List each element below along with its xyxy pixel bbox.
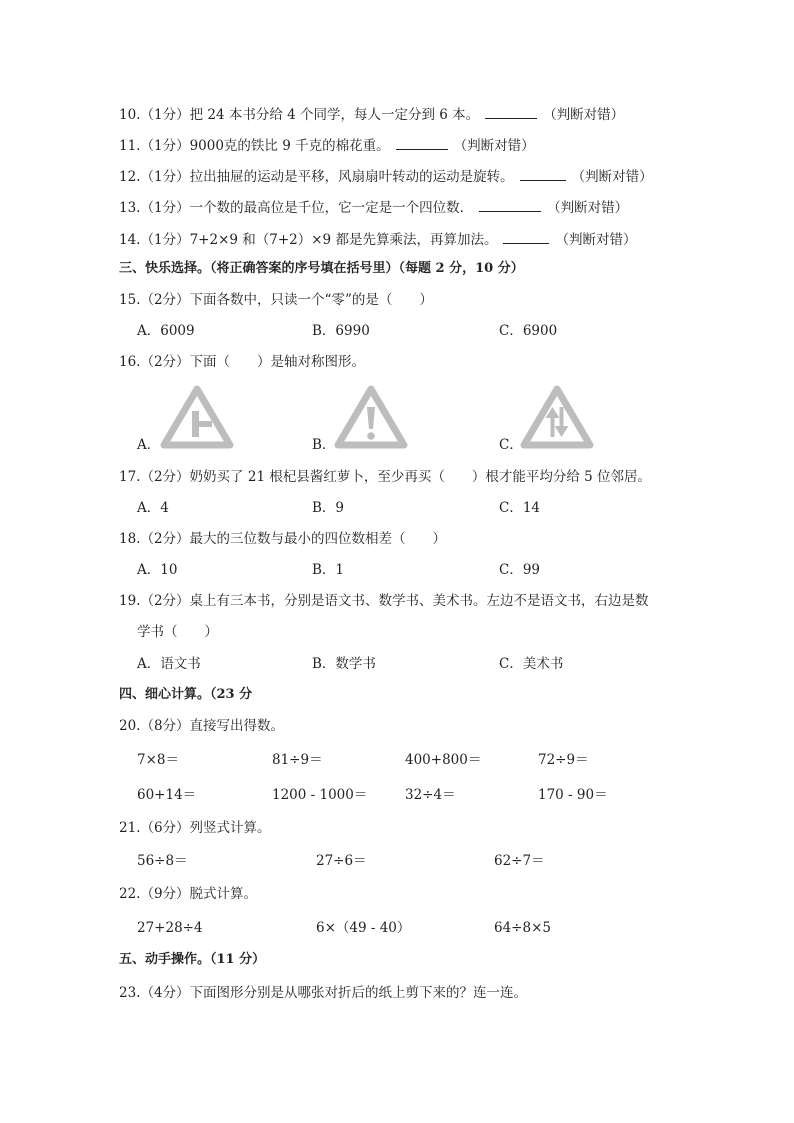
question-19: 19.（2分）桌上有三本书，分别是语文书、数学书、美术书。左边不是语文书，右边是数 bbox=[119, 593, 649, 609]
calc-item: 1200 - 1000＝ bbox=[272, 787, 368, 803]
t-junction-sign-icon bbox=[160, 385, 234, 449]
option-a[interactable]: A．语文书 bbox=[137, 656, 201, 672]
calc-item: 6×（49 - 40） bbox=[316, 920, 411, 936]
question-22: 22.（9分）脱式计算。 bbox=[119, 886, 258, 902]
calc-item: 400+800＝ bbox=[405, 752, 482, 768]
option-a[interactable]: A．10 bbox=[137, 562, 178, 578]
option-b[interactable]: B．数学书 bbox=[312, 656, 376, 672]
question-23: 23.（4分）下面图形分别是从哪张对折后的纸上剪下来的？连一连。 bbox=[119, 985, 528, 1001]
question-17: 17.（2分）奶奶买了 21 根杞县酱红萝卜，至少再买（ ）根才能平均分给 5 位邻居。 bbox=[119, 469, 651, 485]
question-10: 10.（1分）把 24 本书分给 4 个同学，每人一定分到 6 本。 （判断对错） bbox=[119, 104, 624, 124]
calc-item: 7×8＝ bbox=[137, 752, 179, 768]
question-16: 16.（2分）下面（ ）是轴对称图形。 bbox=[119, 354, 366, 370]
section-3-heading: 三、快乐选择。（将正确答案的序号填在括号里）（每题 2 分，10 分） bbox=[119, 261, 524, 276]
question-21: 21.（6分）列竖式计算。 bbox=[119, 820, 271, 836]
option-a[interactable]: A．4 bbox=[137, 500, 169, 516]
option-b[interactable]: B．1 bbox=[312, 562, 345, 578]
option-b[interactable]: B．9 bbox=[312, 500, 345, 516]
option-b[interactable]: B． bbox=[312, 437, 336, 453]
section-5-heading: 五、动手操作。（11 分） bbox=[119, 952, 266, 967]
question-11: 11.（1分）9000克的铁比 9 千克的棉花重。 （判断对错） bbox=[119, 135, 535, 155]
section-4-heading: 四、细心计算。（23 分 bbox=[119, 687, 253, 702]
answer-blank[interactable] bbox=[503, 229, 549, 244]
calc-item: 81÷9＝ bbox=[272, 752, 323, 768]
calc-item: 27÷6＝ bbox=[316, 853, 367, 869]
question-19-continued: 学书（ ） bbox=[137, 624, 218, 640]
calc-item: 62÷7＝ bbox=[494, 853, 545, 869]
two-way-arrows-sign-icon bbox=[520, 385, 594, 449]
answer-blank[interactable] bbox=[396, 135, 448, 150]
calc-item: 56÷8＝ bbox=[137, 853, 188, 869]
exclamation-sign-icon bbox=[334, 385, 408, 449]
option-c[interactable]: C． bbox=[499, 437, 523, 453]
question-13: 13.（1分）一个数的最高位是千位，它一定是一个四位数． （判断对错） bbox=[119, 197, 628, 217]
option-c[interactable]: C．14 bbox=[499, 500, 541, 516]
option-a[interactable]: A． bbox=[137, 437, 161, 453]
option-c[interactable]: C．6900 bbox=[499, 323, 558, 339]
calc-item: 64÷8×5 bbox=[494, 920, 551, 936]
calc-item: 170 - 90＝ bbox=[538, 787, 608, 803]
option-b[interactable]: B．6990 bbox=[312, 323, 370, 339]
calc-item: 32÷4＝ bbox=[405, 787, 456, 803]
question-18: 18.（2分）最大的三位数与最小的四位数相差（ ） bbox=[119, 531, 447, 547]
answer-blank[interactable] bbox=[520, 166, 566, 181]
question-15: 15.（2分）下面各数中，只读一个“零”的是（ ） bbox=[119, 292, 433, 308]
calc-item: 60+14＝ bbox=[137, 787, 197, 803]
question-20: 20.（8分）直接写出得数。 bbox=[119, 718, 285, 734]
calc-item: 27+28÷4 bbox=[137, 920, 203, 936]
question-14: 14.（1分）7+2×9 和（7+2）×9 都是先算乘法，再算加法。 （判断对错） bbox=[119, 229, 636, 249]
answer-blank[interactable] bbox=[479, 197, 541, 212]
question-12: 12.（1分）拉出抽屉的运动是平移，风扇扇叶转动的运动是旋转。 （判断对错） bbox=[119, 166, 653, 186]
answer-blank[interactable] bbox=[485, 104, 537, 119]
option-c[interactable]: C．99 bbox=[499, 562, 541, 578]
option-c[interactable]: C．美术书 bbox=[499, 656, 564, 672]
calc-item: 72÷9＝ bbox=[538, 752, 589, 768]
option-a[interactable]: A．6009 bbox=[137, 323, 195, 339]
